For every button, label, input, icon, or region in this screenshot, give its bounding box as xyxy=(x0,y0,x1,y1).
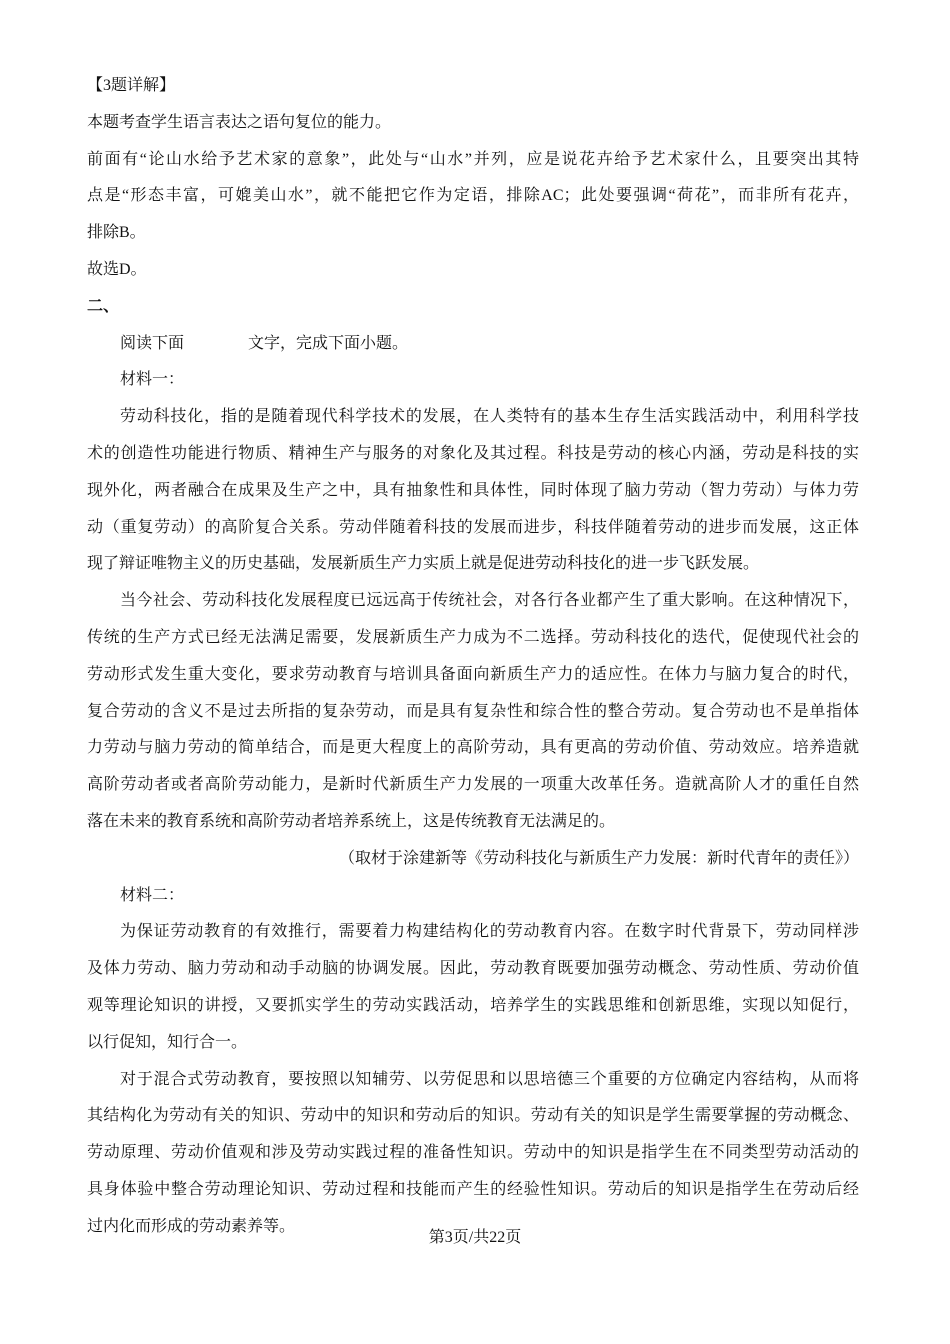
explanation-line: 排除B。 xyxy=(87,224,146,242)
paragraph-line: 为保证劳动教育的有效推行，需要着力构建结构化的劳动教育内容。在数字时代背景下，劳动同样涉 xyxy=(120,923,859,941)
explanation-line: 点是“形态丰富，可媲美山水”，就不能把它作为定语，排除AC；此处要强调“荷花”，而非所有花卉， xyxy=(87,187,859,205)
page-number-footer: 第3页/共22页 xyxy=(428,1229,522,1246)
paragraph-line: 过内化而形成的劳动素养等。 xyxy=(87,1217,296,1235)
paragraph-line: 传统的生产方式已经无法满足需要，发展新质生产力成为不二选择。劳动科技化的迭代，促使现代社会的 xyxy=(87,628,859,646)
paragraph-line: 劳动形式发生重大变化，要求劳动教育与培训具备面向新质生产力的适应性。在体力与脑力复合的时代， xyxy=(87,665,859,683)
paragraph-line: 具身体验中整合劳动理论知识、劳动过程和技能而产生的经验性知识。劳动后的知识是指学生在劳动后经 xyxy=(87,1180,859,1198)
paragraph-line: 当今社会、劳动科技化发展程度已远远高于传统社会，对各行各业都产生了重大影响。在这种情况下， xyxy=(120,592,859,610)
explanation-line: 故选D。 xyxy=(87,260,147,278)
material1-source: （取材于涂建新等《劳动科技化与新质生产力发展：新时代青年的责任》） xyxy=(338,849,859,867)
material2-paragraph-2 xyxy=(87,1062,859,1246)
paragraph-line: 其结构化为劳动有关的知识、劳动中的知识和劳动后的知识。劳动有关的知识是学生需要掌握的劳动概念、 xyxy=(87,1107,859,1125)
instruction xyxy=(87,326,859,363)
paragraph-line: 劳动科技化，指的是随着现代科学技术的发展，在人类特有的基本生存生活实践活动中，利用科学技 xyxy=(120,408,859,426)
instruction-after: 文字，完成下面小题。 xyxy=(248,334,409,352)
explanation-line: 本题考查学生语言表达之语句复位的能力。 xyxy=(87,113,392,131)
paragraph-line: 动（重复劳动）的高阶复合关系。劳动伴随着科技的发展而进步，科技伴随着劳动的进步而发展，这正体 xyxy=(87,518,859,536)
paragraph-line: 落在未来的教育系统和高阶劳动者培养系统上，这是传统教育无法满足的。 xyxy=(87,812,616,830)
paragraph-line: 及体力劳动、脑力劳动和动手动脑的协调发展。因此，劳动教育既要加强劳动概念、劳动性质、劳动价值 xyxy=(87,960,859,978)
material2-paragraph-1 xyxy=(87,914,859,1061)
paragraph-line: 现外化，两者融合在成果及生产之中，具有抽象性和具体性，同时体现了脑力劳动（智力劳动）与体力劳 xyxy=(87,481,859,499)
paragraph-line: 高阶劳动者或者高阶劳动能力，是新时代新质生产力发展的一项重大改革任务。造就高阶人才的重任自然 xyxy=(87,776,859,794)
paragraph-line: 复合劳动的含义不是过去所指的复杂劳动，而是具有复杂性和综合性的整合劳动。复合劳动也不是单指体 xyxy=(87,702,859,720)
paragraph-line: 以行促知，知行合一。 xyxy=(87,1033,248,1051)
section-heading: 【3题详解】 xyxy=(87,77,176,94)
material2-label: 材料二： xyxy=(120,886,185,904)
paragraph-line: 对于混合式劳动教育，要按照以知辅劳、以劳促思和以思培德三个重要的方位确定内容结构，从而将 xyxy=(120,1070,859,1088)
paragraph-line: 劳动原理、劳动价值观和涉及劳动实践过程的准备性知识。劳动中的知识是指学生在不同类型劳动活动的 xyxy=(87,1144,859,1162)
explanation-line: 前面有“论山水给予艺术家的意象”，此处与“山水”并列，应是说花卉给予艺术家什么，且要突出其特 xyxy=(87,150,859,168)
paragraph-line: 术的创造性功能进行物质、精神生产与服务的对象化及其过程。科技是劳动的核心内涵，劳动是科技的实 xyxy=(87,444,859,462)
paragraph-line: 现了辩证唯物主义的历史基础，发展新质生产力实质上就是促进劳动科技化的进一步飞跃发展。 xyxy=(87,555,760,573)
material1-label: 材料一： xyxy=(120,371,185,389)
paragraph-line: 力劳动与脑力劳动的简单结合，而是更大程度上的高阶劳动，具有更高的劳动价值、劳动效应。培养造就 xyxy=(87,739,859,757)
instruction-before: 阅读下面 xyxy=(120,334,185,352)
material1-paragraph-1 xyxy=(87,399,859,583)
paragraph-line: 观等理论知识的讲授，又要抓实学生的劳动实践活动，培养学生的实践思维和创新思维，实现以知促行， xyxy=(87,996,859,1014)
section-number: 二、 xyxy=(87,297,120,315)
material1-paragraph-2 xyxy=(87,583,859,841)
document-body xyxy=(87,68,859,1246)
